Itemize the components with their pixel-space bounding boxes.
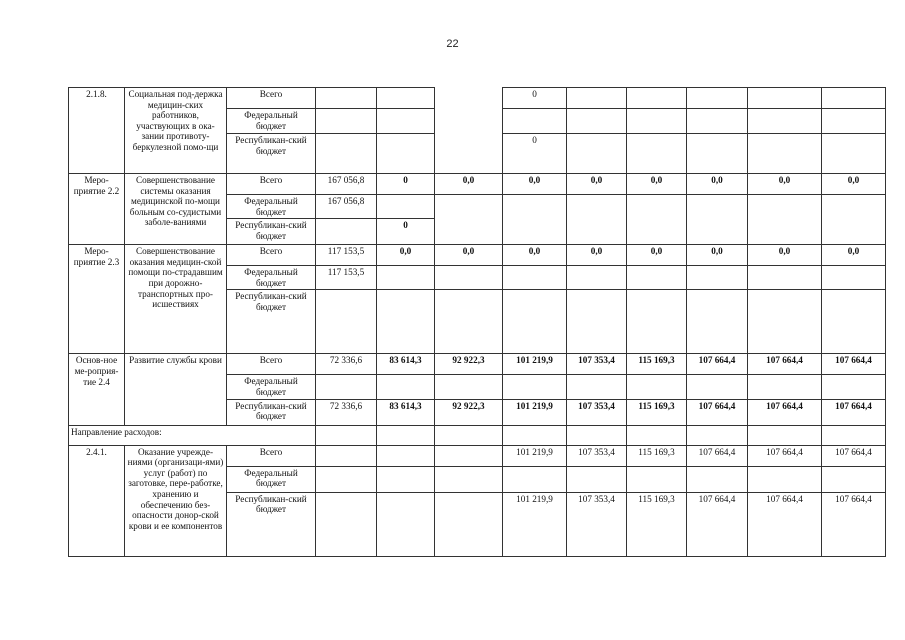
source-cell: Республикан-ский бюджет (227, 399, 316, 425)
row-code: Меро-приятие 2.2 (69, 174, 125, 245)
value-cell (316, 425, 377, 445)
value-cell (316, 88, 377, 109)
table-row (69, 174, 886, 195)
value-cell (567, 266, 627, 290)
source-cell: Федеральный бюджет (227, 375, 316, 399)
source-cell: Федеральный бюджет (227, 466, 316, 492)
value-cell: 101 219,9 (503, 492, 567, 556)
value-cell: 107 664,4 (687, 445, 748, 466)
table-row (69, 445, 886, 466)
row-code: Меро-приятие 2.3 (69, 245, 125, 354)
value-cell (567, 134, 627, 174)
value-cell (567, 109, 627, 134)
value-cell (822, 466, 886, 492)
value-cell (687, 290, 748, 354)
row-name: Совершенствование системы оказания медицинской по-мощи больным со-судистыми заболе-ваниями (125, 174, 227, 245)
value-cell (822, 88, 886, 109)
value-cell (627, 134, 687, 174)
value-cell (822, 134, 886, 174)
row-name: Оказание учрежде-ниями (организаци-ями) услуг (работ) по заготовке, пере-работке, хранению и обеспечению без-опасности донор-ской крови и ее компонентов (125, 445, 227, 556)
value-cell (687, 219, 748, 245)
value-cell (503, 425, 567, 445)
value-cell (627, 425, 687, 445)
value-cell (567, 219, 627, 245)
value-cell (748, 375, 822, 399)
value-cell: 0,0 (627, 245, 687, 266)
value-cell (748, 466, 822, 492)
value-cell (377, 195, 435, 219)
value-cell: 0,0 (435, 245, 503, 266)
value-cell: 92 922,3 (435, 354, 503, 375)
value-cell: 107 664,4 (748, 445, 822, 466)
value-cell: 107 664,4 (822, 354, 886, 375)
value-cell (567, 290, 627, 354)
value-cell (822, 195, 886, 219)
value-cell: 0,0 (748, 245, 822, 266)
value-cell (748, 88, 822, 109)
page-number: 22 (446, 38, 459, 50)
value-cell: 83 614,3 (377, 399, 435, 425)
value-cell (822, 375, 886, 399)
value-cell: 117 153,5 (316, 266, 377, 290)
value-cell: 0 (377, 219, 435, 245)
value-cell (748, 134, 822, 174)
value-cell: 0,0 (567, 174, 627, 195)
value-cell: 101 219,9 (503, 354, 567, 375)
value-cell: 0,0 (687, 245, 748, 266)
value-cell: 107 664,4 (748, 399, 822, 425)
value-cell: 107 664,4 (822, 445, 886, 466)
value-cell: 107 664,4 (687, 399, 748, 425)
value-cell (377, 375, 435, 399)
value-cell: 0,0 (377, 245, 435, 266)
value-cell (687, 88, 748, 109)
value-cell (687, 466, 748, 492)
source-cell: Федеральный бюджет (227, 266, 316, 290)
source-cell: Республикан-ский бюджет (227, 290, 316, 354)
value-cell (377, 109, 435, 134)
value-cell (316, 134, 377, 174)
value-cell (377, 88, 435, 109)
value-cell (377, 466, 435, 492)
value-cell (822, 290, 886, 354)
source-cell: Федеральный бюджет (227, 109, 316, 134)
value-cell (503, 195, 567, 219)
value-cell (687, 425, 748, 445)
direction-label: Направление расходов: (69, 425, 316, 445)
value-cell (435, 466, 503, 492)
value-cell (748, 195, 822, 219)
value-cell (822, 109, 886, 134)
value-cell: 107 353,4 (567, 445, 627, 466)
value-cell (377, 266, 435, 290)
value-cell (567, 375, 627, 399)
value-cell (687, 266, 748, 290)
value-cell (627, 266, 687, 290)
row-name: Развитие службы крови (125, 354, 227, 425)
value-cell (567, 425, 627, 445)
value-cell (435, 266, 503, 290)
value-cell (503, 219, 567, 245)
value-cell (435, 492, 503, 556)
value-cell: 115 169,3 (627, 445, 687, 466)
value-cell: 101 219,9 (503, 399, 567, 425)
value-cell: 72 336,6 (316, 354, 377, 375)
value-cell (627, 375, 687, 399)
value-cell (435, 134, 503, 174)
value-cell: 0,0 (687, 174, 748, 195)
value-cell (316, 492, 377, 556)
value-cell: 107 664,4 (748, 354, 822, 375)
value-cell (435, 290, 503, 354)
value-cell: 107 664,4 (687, 354, 748, 375)
value-cell (377, 492, 435, 556)
value-cell: 0,0 (627, 174, 687, 195)
value-cell (377, 425, 435, 445)
source-cell: Республикан-ский бюджет (227, 219, 316, 245)
value-cell (435, 219, 503, 245)
value-cell (435, 375, 503, 399)
value-cell (748, 109, 822, 134)
row-code: Основ-ное ме-роприя-тие 2.4 (69, 354, 125, 425)
source-cell: Всего (227, 354, 316, 375)
value-cell: 83 614,3 (377, 354, 435, 375)
value-cell (503, 375, 567, 399)
value-cell: 115 169,3 (627, 399, 687, 425)
value-cell: 107 353,4 (567, 399, 627, 425)
value-cell (503, 109, 567, 134)
value-cell: 0 (503, 134, 567, 174)
value-cell (748, 266, 822, 290)
source-cell: Всего (227, 88, 316, 109)
budget-table (68, 87, 886, 557)
value-cell (377, 134, 435, 174)
value-cell: 107 664,4 (822, 399, 886, 425)
value-cell: 117 153,5 (316, 245, 377, 266)
value-cell (503, 290, 567, 354)
value-cell (822, 219, 886, 245)
value-cell (687, 375, 748, 399)
row-name: Совершенствование оказания медицин-ской помощи по-страдавшим при дорожно-транспортных про-исшествиях (125, 245, 227, 354)
value-cell: 0,0 (503, 245, 567, 266)
value-cell (377, 290, 435, 354)
value-cell (316, 290, 377, 354)
value-cell (567, 88, 627, 109)
value-cell: 72 336,6 (316, 399, 377, 425)
source-cell: Всего (227, 445, 316, 466)
value-cell (567, 195, 627, 219)
row-code: 2.1.8. (69, 88, 125, 174)
value-cell (748, 219, 822, 245)
value-cell (822, 266, 886, 290)
value-cell (435, 109, 503, 134)
value-cell: 107 664,4 (687, 492, 748, 556)
row-name: Социальная под-держка медицин-ских работников, участвующих в ока-зании противоту-беркулезной помо-щи (125, 88, 227, 174)
value-cell: 101 219,9 (503, 445, 567, 466)
value-cell: 0 (377, 174, 435, 195)
value-cell: 0,0 (822, 245, 886, 266)
value-cell: 107 664,4 (748, 492, 822, 556)
value-cell (316, 375, 377, 399)
value-cell (627, 219, 687, 245)
table-row (69, 354, 886, 375)
value-cell (748, 425, 822, 445)
value-cell: 0 (503, 88, 567, 109)
value-cell: 0,0 (822, 174, 886, 195)
value-cell (627, 88, 687, 109)
value-cell (627, 290, 687, 354)
table-row (69, 245, 886, 266)
value-cell (567, 466, 627, 492)
value-cell (316, 109, 377, 134)
value-cell (822, 425, 886, 445)
value-cell (503, 266, 567, 290)
value-cell (435, 445, 503, 466)
value-cell: 107 353,4 (567, 492, 627, 556)
value-cell (435, 195, 503, 219)
value-cell: 0,0 (567, 245, 627, 266)
value-cell (687, 195, 748, 219)
value-cell: 0,0 (748, 174, 822, 195)
value-cell (627, 466, 687, 492)
value-cell (316, 466, 377, 492)
value-cell: 0,0 (503, 174, 567, 195)
value-cell: 167 056,8 (316, 195, 377, 219)
value-cell (435, 88, 503, 109)
value-cell: 107 664,4 (822, 492, 886, 556)
value-cell: 115 169,3 (627, 492, 687, 556)
value-cell (627, 109, 687, 134)
value-cell: 167 056,8 (316, 174, 377, 195)
value-cell (687, 109, 748, 134)
value-cell (316, 445, 377, 466)
value-cell: 0,0 (435, 174, 503, 195)
source-cell: Республикан-ский бюджет (227, 492, 316, 556)
value-cell (748, 290, 822, 354)
table-row (69, 425, 886, 445)
value-cell (377, 445, 435, 466)
value-cell (435, 425, 503, 445)
value-cell (627, 195, 687, 219)
value-cell (687, 134, 748, 174)
source-cell: Федеральный бюджет (227, 195, 316, 219)
table-row (69, 88, 886, 109)
value-cell (503, 466, 567, 492)
source-cell: Всего (227, 245, 316, 266)
value-cell: 107 353,4 (567, 354, 627, 375)
value-cell: 92 922,3 (435, 399, 503, 425)
source-cell: Всего (227, 174, 316, 195)
source-cell: Республикан-ский бюджет (227, 134, 316, 174)
value-cell: 115 169,3 (627, 354, 687, 375)
value-cell (316, 219, 377, 245)
row-code: 2.4.1. (69, 445, 125, 556)
